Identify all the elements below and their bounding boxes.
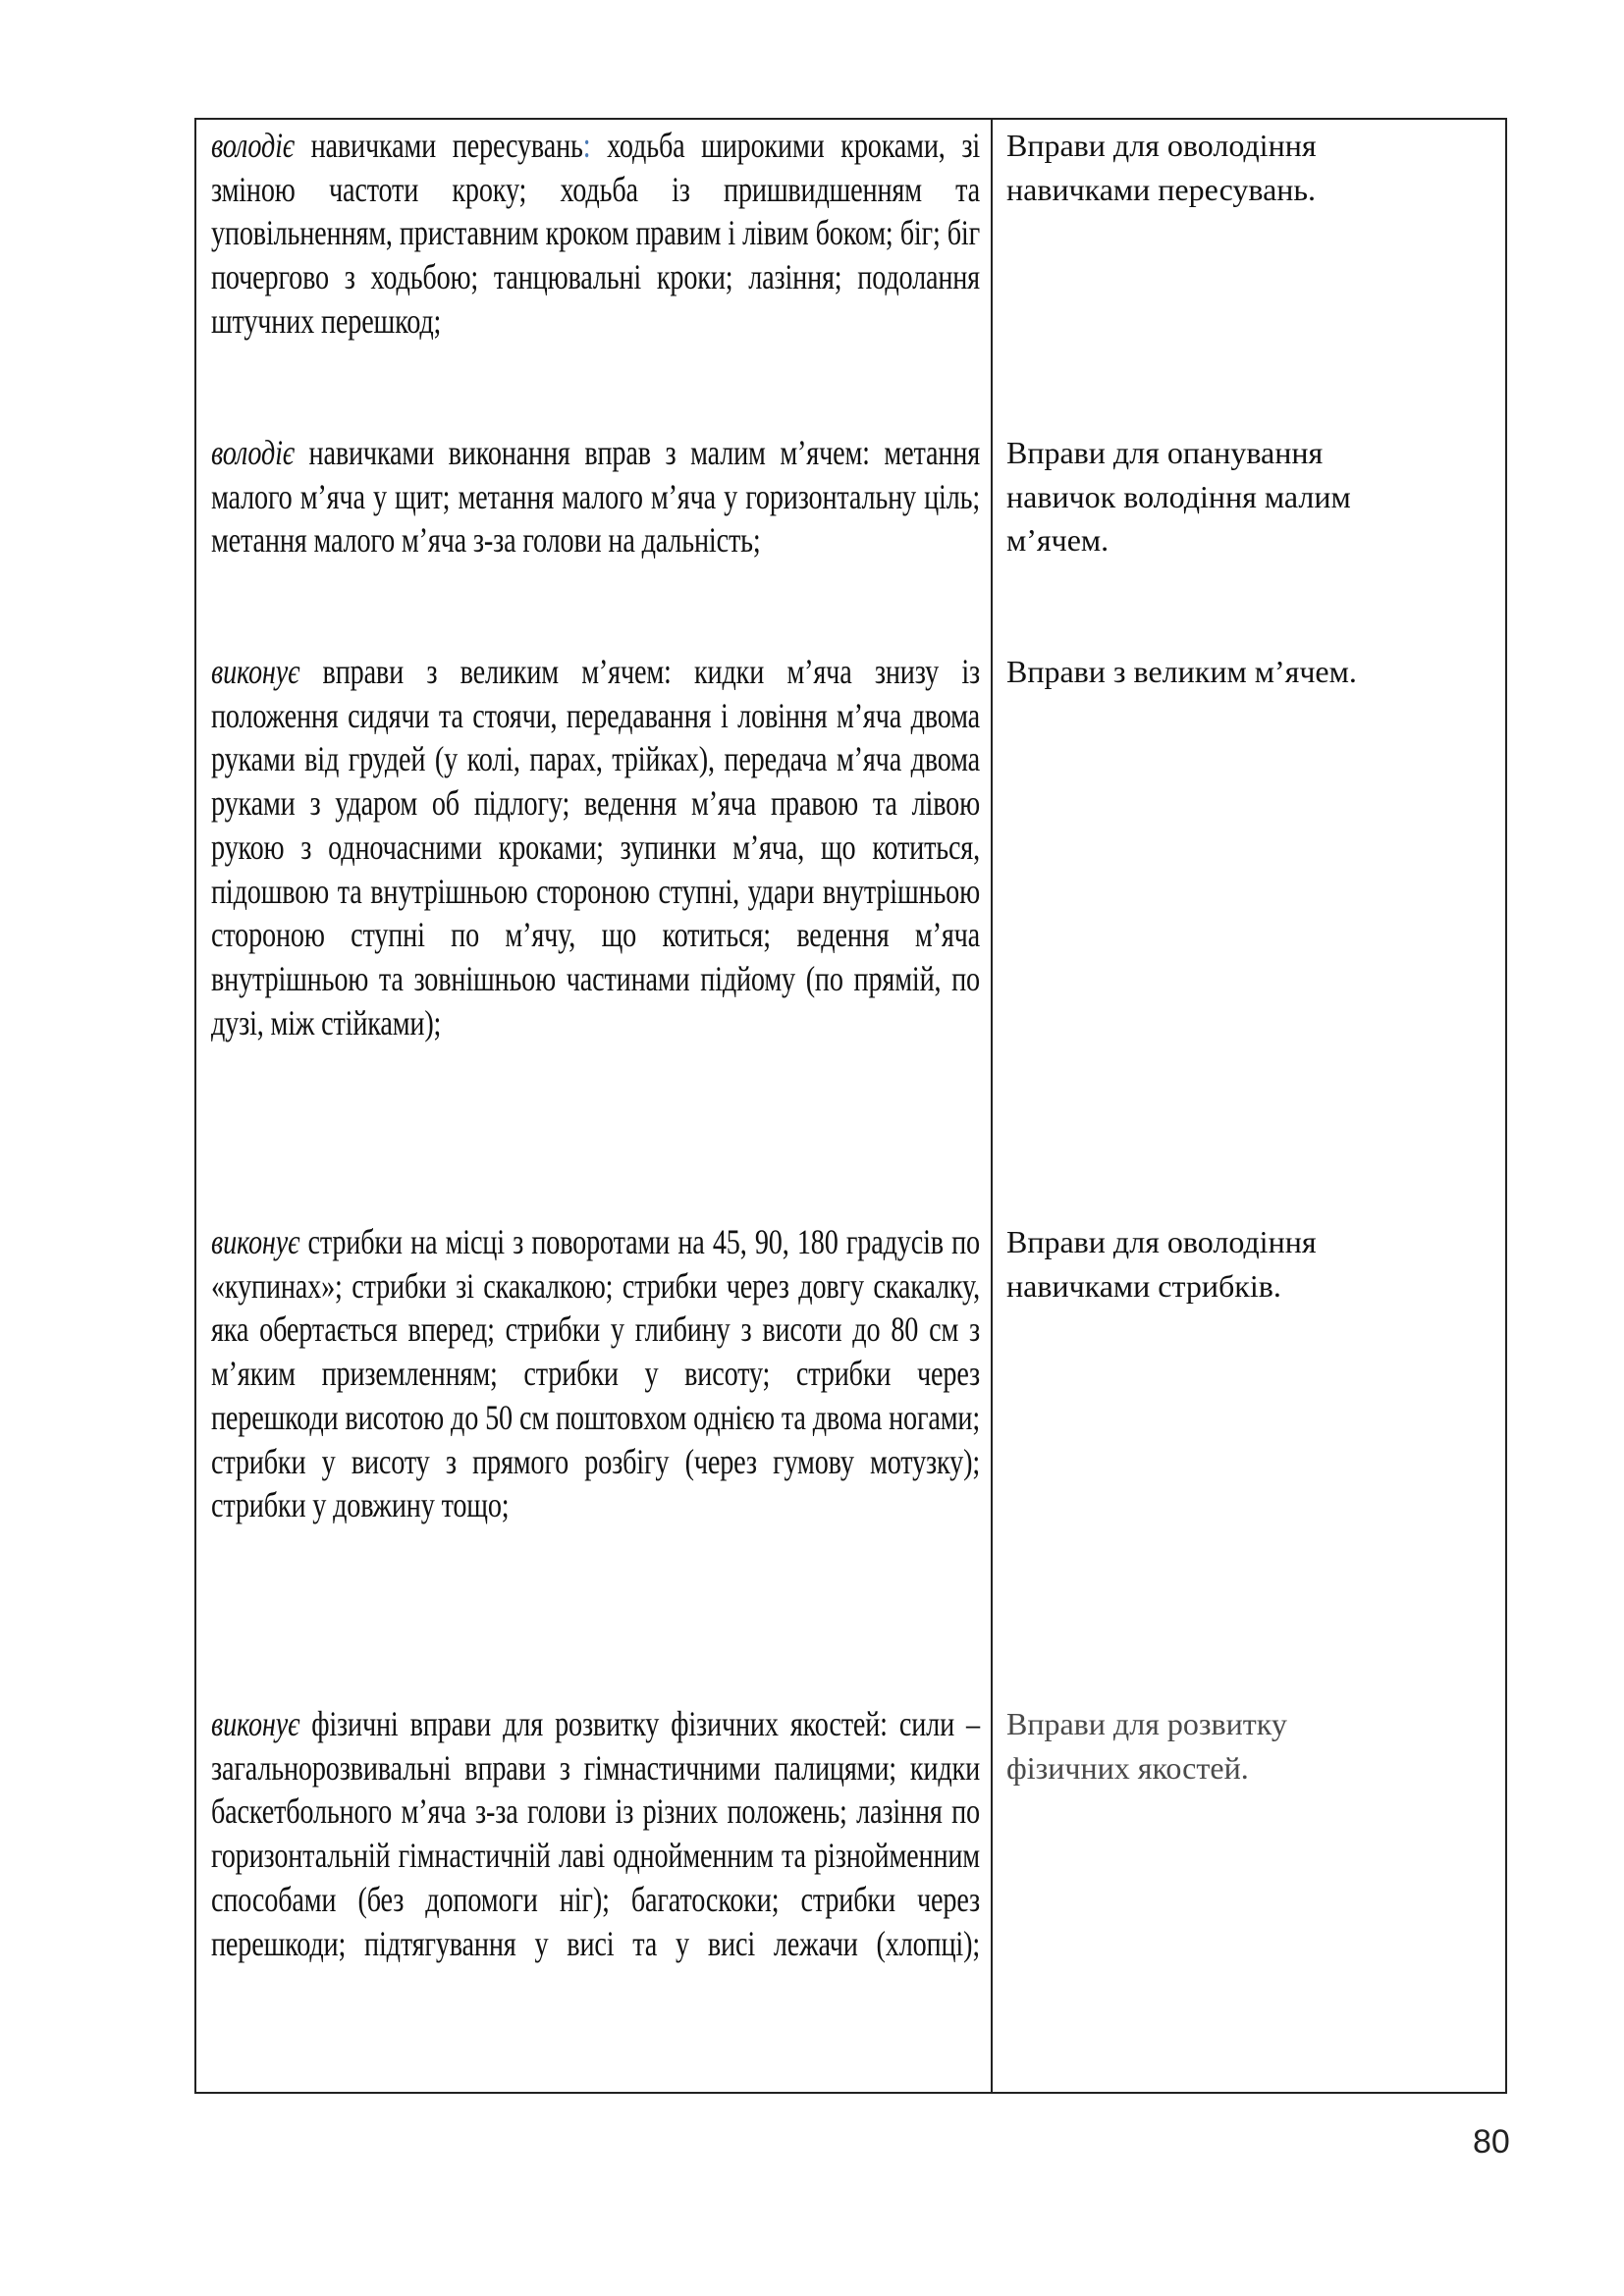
column-divider	[991, 120, 993, 2092]
curriculum-table	[194, 118, 1507, 2094]
paragraph-fragment: ходьба широкими кроками, зі зміною частоти кроку; ходьба із пришвидшенням та уповільненням, приставним кроком правим і лівим боком; біг; біг почергово з ходьбою; танцювальні кроки; лазіння; подолання штучних перешкод;	[211, 126, 980, 341]
table-row-1-left	[211, 124, 980, 344]
table-row-4-left	[211, 1220, 980, 1527]
paragraph-fragment: стрибки на місці з поворотами на 45, 90, 180 градусів по «купинах»; стрибки зі скакалкою; стрибки через довгу скакалку, яка обертається вперед; стрибки у глибину з висоти до 80 см з м’яким приземленням; стрибки у висоту; стрибки через перешкоди висотою до 50 см поштовхом однією та двома ногами; стрибки у висоту з прямого розбігу (через гумову мотузку); стрибки у довжину тощо;	[211, 1222, 980, 1525]
lead-verb: володіє	[211, 126, 295, 165]
lead-verb: виконує	[211, 1704, 300, 1743]
lead-verb: виконує	[211, 652, 300, 691]
paragraph-text	[211, 650, 980, 1044]
paragraph-fragment: вправи з великим м’ячем: кидки м’яча знизу із положення сидячи та стоячи, передавання і ловіння м’яча двома руками від грудей (у колі, парах, трійках), передача м’яча двома руками з ударом об підлогу; ведення м’яча правою та лівою рукою з одночасними кроками; зупинки м’яча, що котиться, підошвою та внутрішньою стороною ступні, удари внутрішньою стороною ступні по м’ячу, що котиться; ведення м’яча внутрішньою та зовнішньою частинами підйому (по прямій, по дузі, між стійками);	[211, 652, 980, 1042]
table-row-5-right: Вправи для розвитку фізичних якостей.	[1006, 1706, 1287, 1786]
paragraph-fragment: навичками виконання вправ з малим м’ячем: метання малого м’яча у щит; метання малого м’яча у горизонтальну ціль; метання малого м’яча з-за голови на дальність;	[211, 433, 980, 561]
table-row-2-left	[211, 431, 980, 562]
colon-accent: :	[582, 126, 591, 165]
paragraph-text	[211, 124, 980, 344]
page-number: 80	[1473, 2123, 1510, 2161]
lead-verb: володіє	[211, 433, 295, 472]
table-row-5-left	[211, 1702, 980, 1965]
paragraph-fragment: фізичні вправи для розвитку фізичних якостей: сили – загальнорозвивальні вправи з гімнастичними палицями; кидки баскетбольного м’яча з-за голови із різних положень; лазіння по горизонтальній гімнастичній лаві однойменним та різнойменним способами (без допомоги ніг); багатоскоки; стрибки через перешкоди; підтягування у висі та у висі лежачи (хлопці);	[211, 1704, 980, 1963]
table-row-2-right: Вправи для опанування навичок володіння малим м’ячем.	[1006, 435, 1351, 559]
table-row-1-right: Вправи для оволодіння навичками пересувань.	[1006, 128, 1317, 207]
table-row-3-left	[211, 650, 980, 1044]
table-row-3-right: Вправи з великим м’ячем.	[1006, 654, 1357, 689]
paragraph-text	[211, 431, 980, 562]
table-row-4-right: Вправи для оволодіння навичками стрибків.	[1006, 1224, 1317, 1304]
paragraph-text	[211, 1220, 980, 1527]
paragraph-text	[211, 1702, 980, 1965]
paragraph-fragment: навичками пересувань	[294, 126, 583, 165]
lead-verb: виконує	[211, 1222, 300, 1261]
